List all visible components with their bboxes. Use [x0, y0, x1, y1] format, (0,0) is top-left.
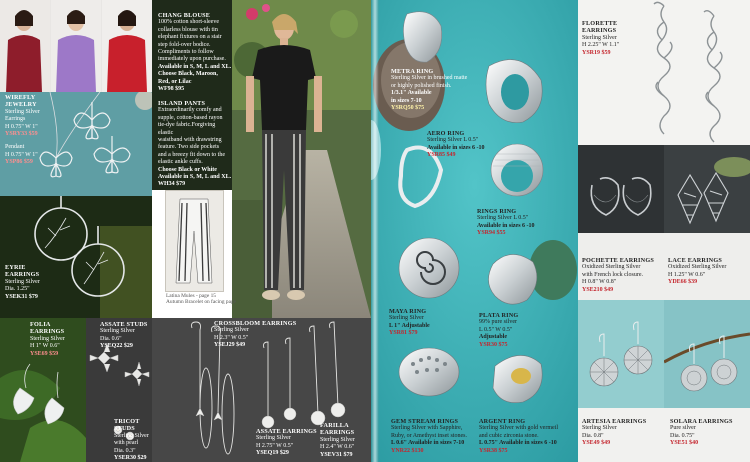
lace-sku: YDE66 $39 — [668, 279, 698, 286]
pochette-line: Oxidized Sterling Silver — [582, 264, 641, 271]
aero-text — [427, 130, 507, 160]
metra-line: or highly polished finish. — [391, 82, 452, 89]
pochette-sku: YSE210 $49 — [582, 286, 614, 293]
solara-text — [670, 418, 750, 448]
assate-studs-title: ASSATE STUDS — [100, 321, 148, 328]
folia-sku: YSE69 $59 — [30, 350, 59, 357]
folia-line: H 1" W 0.6" — [30, 343, 60, 350]
chang-blouse-title: CHANG BLOUSE — [158, 12, 211, 19]
chang-blouse-line: immediately upon purchase. — [158, 56, 226, 63]
rings-ring-line: Sterling Silver L 0.5" — [477, 215, 529, 222]
chang-blouse-line: collarless blouse with tin — [158, 26, 218, 33]
eyrie-line: Dia. 1.25" — [5, 286, 30, 293]
wirefly-panel — [0, 92, 152, 196]
chang-blouse-line: elephant fixtures on a stair — [158, 34, 222, 41]
florette-panel — [578, 0, 750, 145]
florette-line: H 2.25" W 1.1" — [582, 42, 620, 49]
assate-studs-line: Dia. 0.6" — [100, 335, 122, 342]
assate-earrings-line: H 2.75" W 0.5" — [256, 442, 294, 449]
wirefly-title: WIREFLY JEWELRY — [5, 94, 37, 109]
chang-blouse-price: WF98 $95 — [158, 86, 185, 93]
plata-line: L 0.5" W 0.5" — [479, 326, 513, 333]
island-pants-line: supple, cotton-based rayon — [158, 114, 223, 121]
chang-blouse-line: step fold-over bodice. — [158, 41, 211, 48]
assate-tricot-panel — [86, 318, 152, 462]
artesia-line: Dia. 0.8" — [582, 432, 604, 439]
maya-text — [389, 308, 459, 338]
tricot-studs-text — [114, 418, 152, 462]
farilla-sku: YSEV31 $79 — [320, 451, 353, 458]
farilla-line: H 2.4" W 0.6" — [320, 444, 355, 451]
island-pants-line: tie-dye fabric.Forgiving elastic — [158, 122, 216, 136]
assate-earrings-text — [256, 428, 318, 458]
pochette-panel — [578, 145, 664, 300]
aero-line: Available in sizes 6 -10 — [427, 144, 485, 151]
argent-line: and cubic zirconia stone. — [479, 432, 539, 439]
rings-panel — [371, 0, 578, 462]
metra-text — [391, 68, 471, 112]
gem-stream-line: Ruby, or Amethyst inset stones. — [391, 432, 467, 439]
wirefly-line: Earrings — [5, 116, 26, 123]
island-pants-line: waistband with drawstring — [158, 137, 222, 144]
pants-inset-photo — [165, 190, 224, 292]
solara-title: SOLARA EARRINGS — [670, 418, 733, 425]
florette-text — [582, 20, 646, 57]
plata-line: Adjustable — [479, 334, 508, 341]
chang-blouse-line: Choose Black, Maroon, — [158, 71, 218, 78]
island-pants-line: and a breezy fit down to the — [158, 151, 225, 158]
artesia-title: ARTESIA EARRINGS — [582, 418, 647, 425]
island-pants-line: feature. Two side pockets — [158, 144, 220, 151]
pochette-line: with French lock closure. — [582, 271, 643, 278]
artesia-sku: YSE49 $49 — [582, 440, 611, 447]
model-caption-line: Latina Mules - page 15 — [166, 293, 216, 299]
pochette-title: POCHETTE EARRINGS — [582, 257, 654, 264]
assate-studs-text — [100, 321, 152, 351]
rings-ring-line: Available in sizes 6 -10 — [477, 222, 535, 229]
wirefly-line: H 0.75" W 1" — [5, 123, 38, 130]
farilla-text — [320, 422, 371, 459]
lace-panel — [664, 145, 750, 300]
metra-line: 1/3.1" Available — [391, 90, 432, 97]
island-pants-line: elastic ankle cuffs. — [158, 159, 203, 166]
crossbloom-title: CROSSBLOOM EARRINGS — [214, 320, 297, 327]
chang-blouse-line: 100% cotton short-sleeve — [158, 19, 219, 26]
island-pants-line: Available in S, M, L and XL. — [158, 174, 232, 181]
chang-island-text-panel — [152, 0, 232, 190]
blouse-photo-strip — [0, 0, 152, 92]
farilla-title: FARILLA EARRINGS — [320, 422, 355, 437]
artesia-text — [582, 418, 664, 448]
argent-text — [479, 418, 577, 455]
assate-earrings-line: Sterling Silver — [256, 435, 291, 442]
eyrie-line: Sterling Silver — [5, 278, 40, 285]
folia-panel — [0, 318, 86, 462]
solara-sku: YSE51 $40 — [670, 440, 699, 447]
tricot-studs-line: Dia. 0.3" — [114, 447, 136, 454]
gem-stream-line: L 0.6" Available in sizes 7-10 — [391, 440, 465, 447]
wirefly-pendant-size: H 0.75" W 1" — [5, 151, 38, 158]
eyrie-panel — [0, 196, 152, 318]
florette-sku: YSR19 $59 — [582, 49, 611, 56]
artesia-panel — [578, 300, 664, 462]
argent-line: L 0.75" Available in sizes 6 -10 — [479, 440, 557, 447]
plata-title: PLATA RING — [479, 312, 519, 319]
wirefly-sku: YSRY33 $59 — [5, 131, 38, 138]
model-caption-line: Autumn Bracelet on facing page — [166, 299, 237, 306]
assate-studs-line: Sterling Silver — [100, 328, 135, 335]
model-photo — [232, 0, 371, 318]
crossbloom-text — [214, 320, 314, 350]
tricot-studs-sku: YSER30 $29 — [114, 455, 147, 462]
island-pants-block — [158, 100, 232, 189]
gem-stream-sku: YNR22 $130 — [391, 447, 424, 454]
solara-panel — [664, 300, 750, 462]
aero-line: Sterling Silver L 0.5" — [427, 137, 479, 144]
crossbloom-line: H 2.3" W 0.5" — [214, 334, 249, 341]
maya-line: Sterling Silver — [389, 315, 424, 322]
island-pants-title: ISLAND PANTS — [158, 100, 206, 107]
chang-blouse-block — [158, 12, 232, 93]
aero-title: AERO RING — [427, 130, 465, 137]
tricot-studs-line: Sterling Silver with pearl — [114, 432, 149, 447]
chang-blouse-line: Available in S, M, L and XL. — [158, 63, 232, 70]
eyrie-title: EYRIE EARRINGS — [5, 264, 40, 279]
pochette-line: H 0.8" W 0.8" — [582, 279, 617, 286]
florette-title: FLORETTE EARRINGS — [582, 20, 618, 35]
island-pants-price: WH34 $79 — [158, 181, 186, 188]
rings-ring-text — [477, 208, 567, 238]
lace-text — [668, 257, 750, 287]
metra-title: METRA RING — [391, 68, 434, 75]
gem-stream-text — [391, 418, 489, 455]
metra-line: Sterling Silver in brushed matte — [391, 75, 468, 82]
plata-sku: YSR30 $75 — [479, 341, 508, 348]
argent-line: Sterling Silver with gold vermeil — [479, 425, 558, 432]
metra-line: in sizes 7-10 — [391, 97, 422, 104]
maya-title: MAYA RING — [389, 308, 427, 315]
wirefly-line: Sterling Silver — [5, 108, 40, 115]
argent-title: ARGENT RING — [479, 418, 526, 425]
assate-studs-sku: YSEQ22 $29 — [100, 343, 133, 350]
rings-ring-sku: YSR94 $55 — [477, 230, 506, 237]
rings-ring-title: RINGS RING — [477, 208, 517, 215]
assate-earrings-title: ASSATE EARRINGS — [256, 428, 317, 435]
lace-title: LACE EARRINGS — [668, 257, 723, 264]
wirefly-pendant-label: Pendant — [5, 144, 25, 151]
solara-line: Pure silver — [670, 425, 696, 432]
folia-line: Sterling Silver — [30, 335, 65, 342]
metra-sku: YSRQ50 $75 — [391, 105, 425, 112]
maya-line: L 1" Adjustable — [389, 322, 430, 329]
lace-line: Oxidized Sterling Silver — [668, 264, 727, 271]
eyrie-sku: YSEK31 $79 — [5, 293, 38, 300]
farilla-line: Sterling Silver — [320, 436, 355, 443]
crossbloom-sku: YSEJ29 $49 — [214, 342, 246, 349]
lace-line: H 1.25" W 0.6" — [668, 271, 706, 278]
model-caption — [166, 293, 246, 306]
gem-stream-line: Sterling Silver with Sapphire, — [391, 425, 463, 432]
folia-text — [30, 321, 86, 358]
folia-title: FOLIA EARRINGS — [30, 321, 65, 336]
argent-sku: YSR38 $75 — [479, 447, 508, 454]
solara-line: Dia. 0.75" — [670, 432, 695, 439]
gem-stream-title: GEM STREAM RINGS — [391, 418, 459, 425]
aero-sku: YSR85 $49 — [427, 152, 456, 159]
crossbloom-line: Sterling Silver — [214, 327, 249, 334]
assate-earrings-sku: YSEQ19 $29 — [256, 450, 289, 457]
plata-line: 99% pure silver — [479, 319, 517, 326]
island-pants-line: Extraordinarily comfy and — [158, 107, 222, 114]
page-gutter — [371, 0, 379, 462]
chang-blouse-line: Red, or Lilac — [158, 78, 192, 85]
wirefly-pendant-price: YSP86 $59 — [5, 159, 33, 166]
crossbloom-panel — [152, 318, 371, 462]
pochette-text — [582, 257, 664, 294]
island-pants-line: Choose Black or White — [158, 166, 217, 173]
maya-sku: YSR81 $79 — [389, 330, 418, 337]
tricot-studs-title: TRICOT STUDS — [114, 418, 140, 433]
chang-blouse-line: Compliments to follow — [158, 49, 214, 56]
eyrie-text — [5, 264, 53, 301]
wirefly-text — [5, 94, 65, 167]
plata-text — [479, 312, 549, 349]
artesia-line: Sterling Silver — [582, 425, 617, 432]
florette-line: Sterling Silver — [582, 34, 617, 41]
